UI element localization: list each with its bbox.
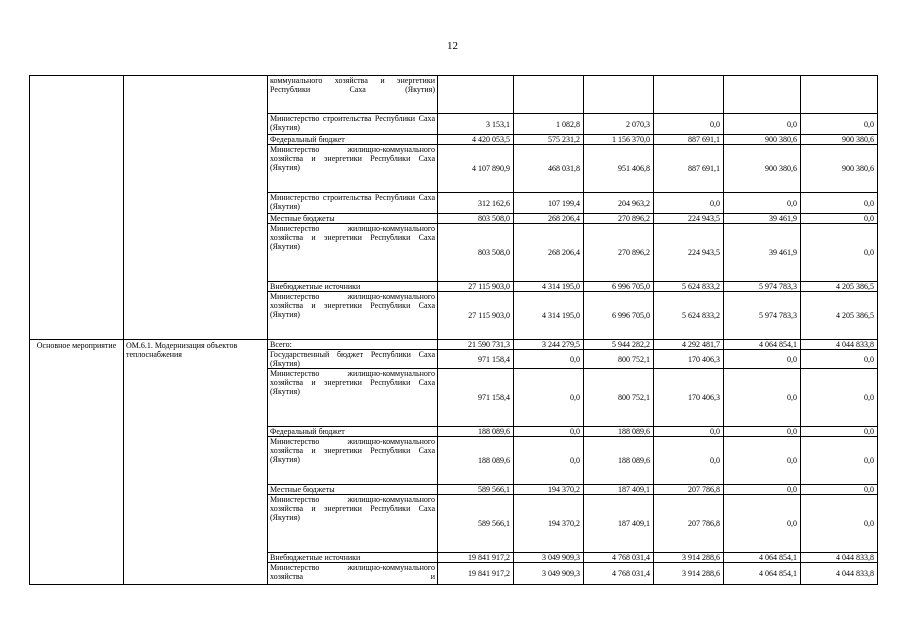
amount-cell: 900 380,6 (724, 145, 801, 193)
amount-cell: 0,0 (801, 193, 878, 214)
amount-cell: 6 996 705,0 (584, 292, 654, 340)
funding-source-cell: Федеральный бюджет (268, 135, 438, 145)
amount-cell: 589 566,1 (438, 495, 514, 553)
amount-cell: 0,0 (801, 214, 878, 224)
funding-source-cell: Местные бюджеты (268, 485, 438, 495)
amount-cell: 0,0 (801, 350, 878, 369)
amount-cell: 39 461,9 (724, 214, 801, 224)
amount-cell: 21 590 731,3 (438, 340, 514, 350)
amount-cell: 0,0 (514, 427, 584, 437)
amount-cell: 188 089,6 (438, 437, 514, 485)
amount-cell: 0,0 (801, 437, 878, 485)
funding-source-cell: Внебюджетные источники (268, 282, 438, 292)
table-body (30, 76, 878, 585)
amount-cell: 0,0 (724, 427, 801, 437)
amount-cell: 107 199,4 (514, 193, 584, 214)
funding-source-cell: Министерство жилищно-коммунального хозяйства и энергетики Республики Саха (Якутия) (268, 224, 438, 282)
amount-cell: 188 089,6 (584, 437, 654, 485)
amount-cell: 224 943,5 (654, 214, 724, 224)
amount-cell: 887 691,1 (654, 135, 724, 145)
amount-cell: 589 566,1 (438, 485, 514, 495)
amount-cell: 0,0 (724, 369, 801, 427)
amount-cell: 4 107 890,9 (438, 145, 514, 193)
amount-cell: 0,0 (514, 350, 584, 369)
amount-cell: 800 752,1 (584, 350, 654, 369)
amount-cell: 900 380,6 (801, 145, 878, 193)
amount-cell: 800 752,1 (584, 369, 654, 427)
amount-cell: 4 768 031,4 (584, 553, 654, 563)
amount-cell: 4 314 195,0 (514, 282, 584, 292)
amount-cell: 207 786,8 (654, 495, 724, 553)
amount-cell: 170 406,3 (654, 350, 724, 369)
amount-cell: 5 944 282,2 (584, 340, 654, 350)
funding-source-cell: Министерство строительства Республики Саха (Якутия) (268, 114, 438, 135)
amount-cell: 0,0 (801, 114, 878, 135)
amount-cell: 3 049 909,3 (514, 563, 584, 585)
funding-source-cell: Всего: (268, 340, 438, 350)
amount-cell: 3 153,1 (438, 114, 514, 135)
amount-cell: 0,0 (654, 114, 724, 135)
amount-cell (514, 76, 584, 114)
amount-cell: 188 089,6 (584, 427, 654, 437)
amount-cell: 39 461,9 (724, 224, 801, 282)
amount-cell: 1 156 370,0 (584, 135, 654, 145)
amount-cell: 0,0 (724, 193, 801, 214)
amount-cell: 575 231,2 (514, 135, 584, 145)
amount-cell: 4 064 854,1 (724, 563, 801, 585)
amount-cell (801, 76, 878, 114)
amount-cell: 0,0 (724, 485, 801, 495)
table-row (30, 76, 878, 114)
amount-cell: 0,0 (724, 437, 801, 485)
funding-source-cell: Внебюджетные источники (268, 553, 438, 563)
amount-cell: 4 314 195,0 (514, 292, 584, 340)
amount-cell: 5 974 783,3 (724, 282, 801, 292)
amount-cell: 887 691,1 (654, 145, 724, 193)
amount-cell: 0,0 (801, 369, 878, 427)
event-type-cell: Основное мероприятие (30, 340, 124, 585)
amount-cell: 3 049 909,3 (514, 553, 584, 563)
amount-cell: 951 406,8 (584, 145, 654, 193)
amount-cell: 270 896,2 (584, 224, 654, 282)
amount-cell: 0,0 (654, 193, 724, 214)
event-type-cell (30, 76, 124, 340)
amount-cell: 0,0 (514, 437, 584, 485)
amount-cell (584, 76, 654, 114)
amount-cell: 19 841 917,2 (438, 563, 514, 585)
amount-cell: 207 786,8 (654, 485, 724, 495)
amount-cell: 187 409,1 (584, 485, 654, 495)
amount-cell: 4 064 854,1 (724, 340, 801, 350)
amount-cell: 27 115 903,0 (438, 292, 514, 340)
amount-cell: 0,0 (801, 485, 878, 495)
page-number: 12 (447, 40, 458, 52)
funding-source-cell: Федеральный бюджет (268, 427, 438, 437)
amount-cell: 803 508,0 (438, 214, 514, 224)
amount-cell: 2 070,3 (584, 114, 654, 135)
funding-source-cell: Министерство жилищно-коммунального хозяйства и энергетики Республики Саха (Якутия) (268, 292, 438, 340)
amount-cell: 3 914 288,6 (654, 563, 724, 585)
funding-source-cell: Местные бюджеты (268, 214, 438, 224)
amount-cell: 0,0 (801, 224, 878, 282)
amount-cell: 900 380,6 (801, 135, 878, 145)
amount-cell: 971 158,4 (438, 350, 514, 369)
funding-source-cell: Министерство жилищно-коммунального хозяйства и энергетики Республики Саха (Якутия) (268, 437, 438, 485)
amount-cell: 270 896,2 (584, 214, 654, 224)
amount-cell: 803 508,0 (438, 224, 514, 282)
amount-cell: 4 064 854,1 (724, 553, 801, 563)
amount-cell: 170 406,3 (654, 369, 724, 427)
amount-cell: 0,0 (724, 114, 801, 135)
amount-cell: 0,0 (724, 350, 801, 369)
amount-cell: 268 206,4 (514, 214, 584, 224)
amount-cell: 1 082,8 (514, 114, 584, 135)
amount-cell: 5 624 833,2 (654, 292, 724, 340)
event-name-cell (124, 76, 268, 340)
amount-cell: 204 963,2 (584, 193, 654, 214)
amount-cell: 0,0 (514, 369, 584, 427)
amount-cell: 4 044 833,8 (801, 563, 878, 585)
amount-cell: 4 420 053,5 (438, 135, 514, 145)
amount-cell: 194 370,2 (514, 495, 584, 553)
amount-cell: 0,0 (801, 495, 878, 553)
budget-table (29, 75, 878, 585)
amount-cell: 0,0 (654, 437, 724, 485)
funding-source-cell: Министерство жилищно-коммунального хозяйства и энергетики Республики Саха (Якутия) (268, 369, 438, 427)
amount-cell: 3 914 288,6 (654, 553, 724, 563)
amount-cell: 4 292 481,7 (654, 340, 724, 350)
amount-cell: 4 205 386,5 (801, 282, 878, 292)
amount-cell: 5 624 833,2 (654, 282, 724, 292)
amount-cell: 187 409,1 (584, 495, 654, 553)
amount-cell: 224 943,5 (654, 224, 724, 282)
amount-cell: 4 205 386,5 (801, 292, 878, 340)
amount-cell: 6 996 705,0 (584, 282, 654, 292)
amount-cell (724, 76, 801, 114)
amount-cell: 0,0 (724, 495, 801, 553)
funding-source-cell: Министерство жилищно-коммунального хозяйства и энергетики Республики Саха (Якутия) (268, 495, 438, 553)
amount-cell: 900 380,6 (724, 135, 801, 145)
amount-cell (654, 76, 724, 114)
funding-source-cell: коммунального хозяйства и энергетики Республики Саха (Якутия) (268, 76, 438, 114)
amount-cell: 19 841 917,2 (438, 553, 514, 563)
amount-cell: 312 162,6 (438, 193, 514, 214)
funding-source-cell: Государственный бюджет Республики Саха (Якутия) (268, 350, 438, 369)
funding-source-cell: Министерство жилищно-коммунального хозяйства и (268, 563, 438, 585)
amount-cell: 188 089,6 (438, 427, 514, 437)
event-name-cell: ОМ.6.1. Модернизация объектов теплоснабжения (124, 340, 268, 585)
amount-cell: 194 370,2 (514, 485, 584, 495)
amount-cell: 268 206,4 (514, 224, 584, 282)
amount-cell: 27 115 903,0 (438, 282, 514, 292)
amount-cell: 4 768 031,4 (584, 563, 654, 585)
amount-cell (438, 76, 514, 114)
funding-source-cell: Министерство строительства Республики Саха (Якутия) (268, 193, 438, 214)
amount-cell: 0,0 (654, 427, 724, 437)
amount-cell: 971 158,4 (438, 369, 514, 427)
amount-cell: 0,0 (801, 427, 878, 437)
amount-cell: 3 244 279,5 (514, 340, 584, 350)
funding-source-cell: Министерство жилищно-коммунального хозяйства и энергетики Республики Саха (Якутия) (268, 145, 438, 193)
table-row (30, 340, 878, 350)
amount-cell: 4 044 833,8 (801, 553, 878, 563)
amount-cell: 468 031,8 (514, 145, 584, 193)
amount-cell: 5 974 783,3 (724, 292, 801, 340)
amount-cell: 4 044 833,8 (801, 340, 878, 350)
